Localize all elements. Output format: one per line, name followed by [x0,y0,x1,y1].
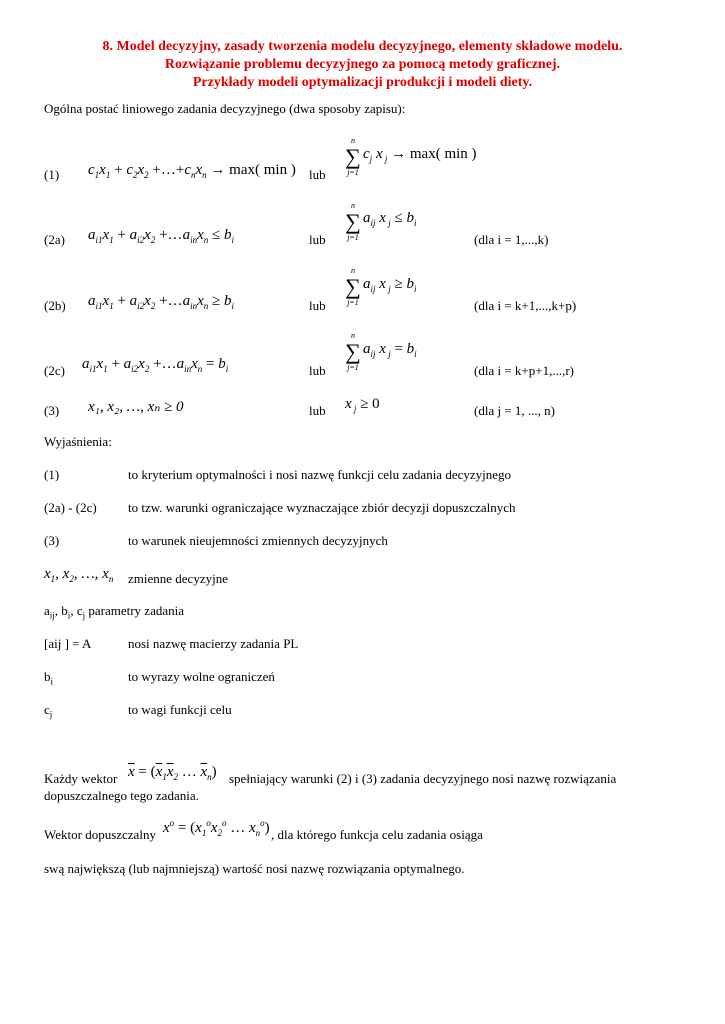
eq2c-left-formula: $a_{i1}x_1 + a_{i2}x_2$ $+\dots a_{in}x_n = b_i$ [82,356,229,374]
eq2b-right-formula: $a_{ij}$ x $_j \ge b_i$ [363,276,417,294]
eq2b-range: (dla i = k+1,...,k+p) [474,298,577,313]
intro-text: Ogólna postać liniowego zadania decyzyjnego (dwa sposoby zapisu): [44,101,406,116]
page-title-line-1: 8. Model decyzyjny, zasady tworzenia modelu decyzyjnego, elementy składowe modelu. [102,39,623,54]
eq1-sum-symbol: n ∑ j=1 [345,136,361,177]
page-title-line-3: Przykłady modeli optymalizacji produkcji i modeli diety. [192,75,533,90]
eq1-left-formula: $c_1x_1 + c_2x_2$ $+\dots+c_nx_n \to \max$( min ) [88,162,296,180]
explanations-heading: Wyjaśnienia: [44,434,112,449]
para1-before: Każdy wektor [44,771,118,786]
eq1-right-formula: $c_j$ x $_j$ → max( min ) [363,146,477,164]
lub-2b: lub [309,298,326,313]
params-line: $a_{ij}$, $b_i$, $c_j$ parametry zadania [44,603,184,621]
lub-3: lub [309,403,326,418]
lub-1: lub [309,167,326,182]
explanation-term: (2a) - (2c) [44,500,97,515]
eq2b-left-formula: $a_{i1}x_1 + a_{i2}x_2$ $+\dots a_{in}x_n \ge b_i$ [88,293,234,311]
explanation-desc: to warunek nieujemności zmiennych decyzyjnych [128,533,388,548]
eq3-range: (dla j = 1, ..., n) [474,403,555,418]
eq2a-right-formula: $a_{ij}$ x $_j \le b_i$ [363,210,417,228]
eq2a-label: (2a) [44,232,65,247]
lub-2c: lub [309,363,326,378]
b-desc: to wyrazy wolne ograniczeń [128,669,275,684]
eq3-right-formula: x $_j$ ≥ 0 [345,396,380,414]
c-term: $c_j$ [44,702,53,720]
eq1-label: (1) [44,167,60,182]
lub-2a: lub [309,232,326,247]
para2-before: Wektor dopuszczalny [44,827,156,842]
para2-line2: swą największą (lub najmniejszą) wartość nosi nazwę rozwiązania optymalnego. [44,861,465,876]
eq2a-sum-symbol: n ∑ j=1 [345,201,361,242]
para1-after: spełniający warunki (2) i (3) zadania decyzyjnego nosi nazwę rozwiązania [229,771,617,786]
explanation-term: (3) [44,533,60,548]
eq3-left-formula: x₁, x₂, …, xₙ ≥ 0 [88,399,184,415]
matrix-desc: nosi nazwę macierzy zadania PL [128,636,299,651]
explanation-term: (1) [44,467,60,482]
eq3-label: (3) [44,403,60,418]
para1-vector-formula: $\overline{x} = (\overline{x}_1\overline{x}_2$ … $\overline{x}_n$) [128,764,217,782]
eq1-arrow-text: → max( min ) [210,162,296,178]
eq2c-range: (dla i = k+p+1,...,r) [474,363,574,378]
decision-vars-desc: zmienne decyzyjne [128,571,228,586]
explanation-desc: to tzw. warunki ograniczające wyznaczające zbiór decyzji dopuszczalnych [128,500,516,515]
eq2b-sum-symbol: n ∑ j=1 [345,266,361,307]
eq2a-left-formula: $a_{i1}x_1 + a_{i2}x_2$ $+\dots a_{in}x_n \le b_i$ [88,227,234,245]
b-term: $b_i$ [44,669,54,687]
eq2c-label: (2c) [44,363,65,378]
explanation-desc: to kryterium optymalności i nosi nazwę funkcji celu zadania decyzyjnego [128,467,512,482]
decision-vars-formula: $x_1$, $x_2$, …, $x_n$ [44,566,114,584]
eq2b-label: (2b) [44,298,66,313]
eq2c-sum-symbol: n ∑ j=1 [345,331,361,372]
eq2a-range: (dla i = 1,...,k) [474,232,549,247]
para1-line2: dopuszczalnego tego zadania. [44,788,199,803]
c-desc: to wagi funkcji celu [128,702,232,717]
page-title-line-2: Rozwiązanie problemu decyzyjnego za pomocą metody graficznej. [164,57,561,72]
eq2c-right-formula: $a_{ij}$ x $_j = b_i$ [363,341,417,359]
matrix-term: [aij ] = A [44,636,92,651]
para2-after: , dla którego funkcja celu zadania osiąga [271,827,483,842]
para2-vector-formula: $x^o = (x_1^ox_2^o$ … $x_n^o$) [163,818,270,838]
